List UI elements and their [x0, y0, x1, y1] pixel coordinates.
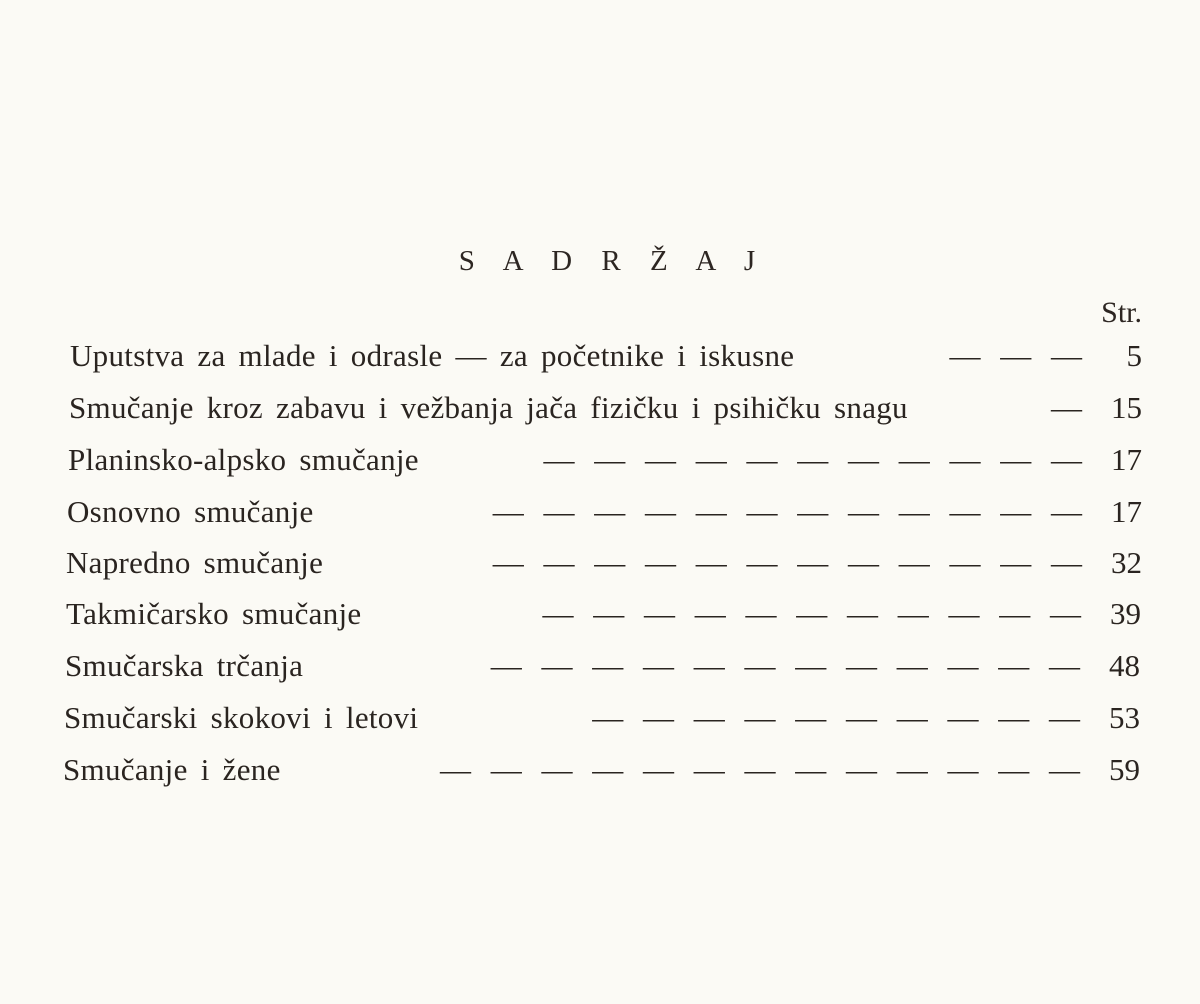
toc-entry-title: Uputstva za mlade i odrasle — za početnike i iskusne	[70, 338, 795, 373]
toc-entry	[69, 390, 1142, 434]
toc-entry	[64, 700, 1140, 744]
toc-entry	[65, 648, 1140, 692]
toc-entry-title: Smučanje kroz zabavu i vežbanja jača fizičku i psihičku snagu	[69, 390, 908, 425]
toc-entry	[63, 752, 1140, 796]
toc-entry-page: 48	[1109, 648, 1140, 683]
toc-entry-page: 5	[1126, 338, 1142, 373]
toc-leader-dashes: — — — — — — — — — — — —	[492, 545, 1088, 580]
toc-entry-page: 39	[1110, 596, 1141, 631]
toc-leader-dashes: — — — — — — — — — — — —	[490, 648, 1086, 683]
toc-entry-page: 17	[1111, 442, 1142, 477]
toc-leader-dashes: —	[1051, 390, 1088, 425]
toc-entry-title: Napredno smučanje	[66, 545, 324, 580]
toc-entry-page: 15	[1111, 390, 1142, 425]
toc-entry	[70, 338, 1142, 382]
toc-entry	[66, 545, 1142, 589]
toc-entry-page: 32	[1111, 545, 1142, 580]
toc-entry-page: 59	[1109, 752, 1140, 787]
toc-entry	[66, 596, 1141, 640]
toc-leader-dashes: — — —	[949, 338, 1088, 373]
toc-entry-page: 17	[1111, 494, 1142, 529]
toc-entry-title: Osnovno smučanje	[67, 494, 314, 529]
toc-leader-dashes: — — — — — — — — — — — —	[492, 494, 1088, 529]
toc-leader-dashes: — — — — — — — — — —	[592, 700, 1086, 735]
toc-leader-dashes: — — — — — — — — — — —	[542, 596, 1087, 631]
toc-entry-title: Planinsko-alpsko smučanje	[68, 442, 419, 477]
toc-leader-dashes: — — — — — — — — — — —	[543, 442, 1088, 477]
toc-entry-page: 53	[1109, 700, 1140, 735]
page-column-label: Str.	[1101, 296, 1142, 329]
toc-entry-title: Smučanje i žene	[63, 752, 281, 787]
toc-entry-title: Smučarska trčanja	[65, 648, 304, 683]
toc-leader-dashes: — — — — — — — — — — — — —	[440, 752, 1086, 787]
page-title: S A D R Ž A J	[458, 245, 767, 277]
toc-entry	[67, 494, 1142, 538]
toc-entry	[68, 442, 1142, 486]
toc-entry-title: Smučarski skokovi i letovi	[64, 700, 419, 735]
toc-entry-title: Takmičarsko smučanje	[66, 596, 362, 631]
